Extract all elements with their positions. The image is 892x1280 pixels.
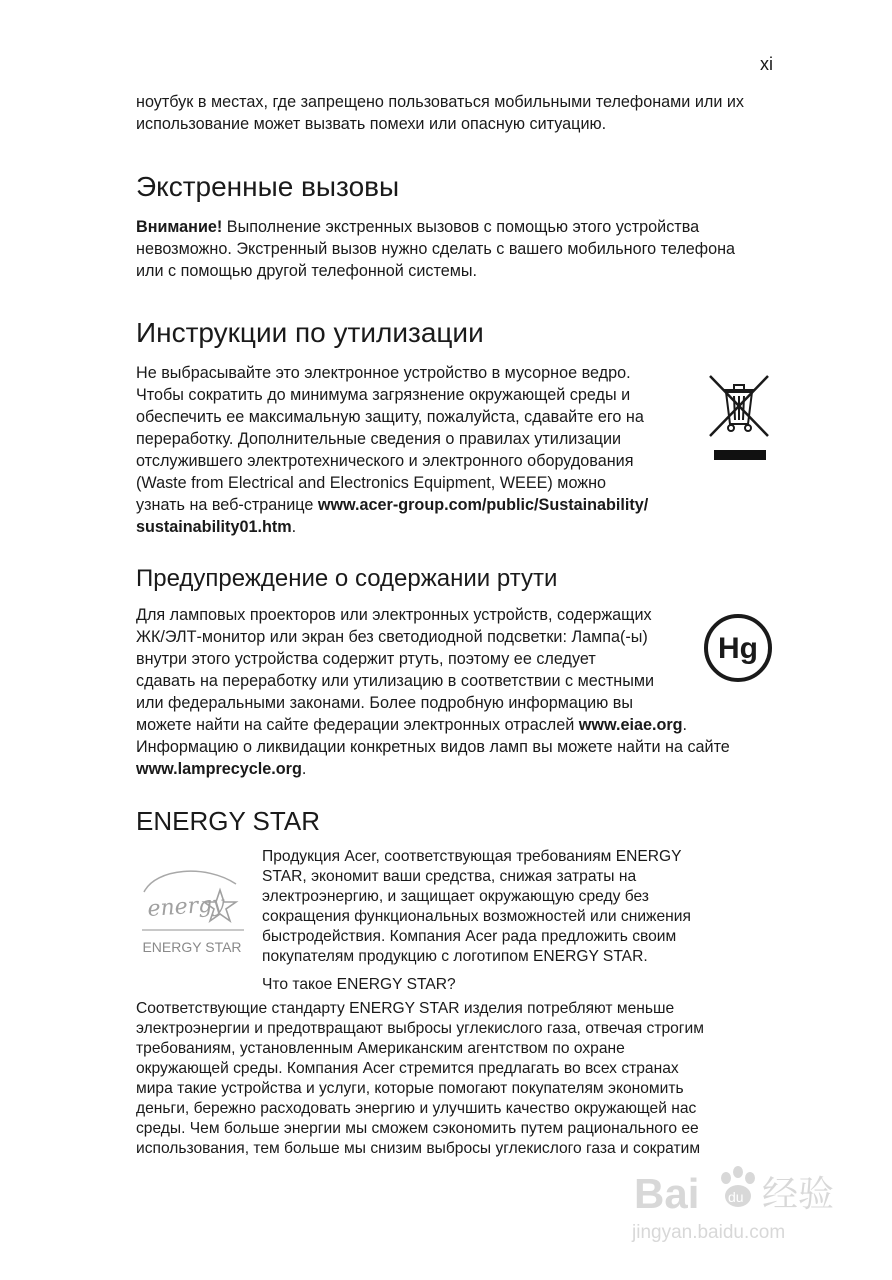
disposal-line: Не выбрасывайте это электронное устройство в мусорное ведро. bbox=[136, 364, 631, 382]
emergency-paragraph bbox=[136, 216, 735, 282]
mercury-line: Информацию о ликвидации конкретных видов ламп вы можете найти на сайте bbox=[136, 738, 730, 756]
disposal-line: (Waste from Electrical and Electronics Equipment, WEEE) можно bbox=[136, 474, 607, 492]
intro-line: использование может вызвать помехи или опасную ситуацию. bbox=[136, 115, 607, 133]
energy-question: Что такое ENERGY STAR? bbox=[262, 976, 456, 993]
energy-intro-line: покупателям продукцию с логотипом ENERGY STAR. bbox=[262, 948, 648, 965]
energy-intro-line: сокращения функциональных возможностей или снижения bbox=[262, 908, 691, 925]
energy-body-line: среды. Чем больше энергии мы сможем сэкономить путем рационального ее bbox=[136, 1120, 699, 1137]
energy-body-line: использования, тем больше мы снизим выбросы углекислого газа и сократим bbox=[136, 1140, 701, 1157]
emergency-line: Выполнение экстренных вызовов с помощью этого устройства bbox=[222, 218, 700, 236]
energy-intro-line: быстродействия. Компания Acer рада предложить своим bbox=[262, 928, 677, 945]
energy-star-intro bbox=[262, 847, 762, 995]
intro-paragraph bbox=[136, 91, 744, 135]
mercury-line: можете найти на сайте федерации электронных отраслей bbox=[136, 716, 579, 734]
disposal-line: Чтобы сократить до минимума загрязнение окружающей среды и bbox=[136, 386, 631, 404]
acer-sustainability-link[interactable]: www.acer-group.com/public/Sustainability/ bbox=[317, 496, 649, 514]
disposal-line: обеспечить ее максимальную защиту, пожалуйста, сдавайте его на bbox=[136, 408, 644, 426]
weee-bin-icon bbox=[704, 372, 774, 464]
mercury-heading: Предупреждение о содержании ртути bbox=[136, 565, 558, 592]
energy-script-text: energy bbox=[146, 891, 226, 922]
watermark-paw-du: du bbox=[728, 1189, 744, 1205]
energy-intro-line: Продукция Acer, соответствующая требованиям ENERGY bbox=[262, 848, 682, 865]
disposal-heading: Инструкции по утилизации bbox=[136, 317, 484, 348]
energy-star-logo bbox=[136, 858, 248, 962]
energy-star-logo-text: ENERGY STAR bbox=[142, 939, 242, 955]
mercury-line: сдавать на переработку или утилизацию в соответствии с местными bbox=[136, 672, 655, 690]
lamprecycle-link[interactable]: www.lamprecycle.org bbox=[136, 760, 302, 778]
watermark-url: jingyan.baidu.com bbox=[632, 1222, 786, 1243]
disposal-line: отслужившего электротехнического и электронного оборудования bbox=[136, 452, 634, 470]
mercury-line: внутри этого устройства содержит ртуть, поэтому ее следует bbox=[136, 650, 596, 668]
watermark-brand-left: Bai bbox=[634, 1170, 700, 1217]
emergency-line: или с помощью другой телефонной системы. bbox=[136, 262, 477, 280]
energy-star-body bbox=[136, 999, 786, 1159]
mercury-line: Для ламповых проекторов или электронных устройств, содержащих bbox=[136, 606, 652, 624]
disposal-line: узнать на веб-странице bbox=[136, 496, 318, 514]
emergency-heading: Экстренные вызовы bbox=[136, 171, 400, 202]
intro-line: ноутбук в местах, где запрещено пользоваться мобильными телефонами или их bbox=[136, 93, 745, 111]
energy-body-line: Соответствующие стандарту ENERGY STAR изделия потребляют меньше bbox=[136, 1000, 675, 1017]
mercury-line: ЖК/ЭЛТ-монитор или экран без светодиодной подсветки: Лампа(-ы) bbox=[136, 628, 648, 646]
energy-intro-line: STAR, экономит ваши средства, снижая затраты на bbox=[262, 868, 637, 885]
energy-body-line: деньги, бережно расходовать энергию и улучшить качество окружающей нас bbox=[136, 1100, 697, 1117]
energy-star-heading: ENERGY STAR bbox=[136, 806, 320, 836]
energy-body-line: требованиям, установленным Американским агентством по охране bbox=[136, 1040, 625, 1057]
hg-symbol: Hg bbox=[718, 632, 758, 665]
acer-sustainability-link-cont[interactable]: sustainability01.htm bbox=[136, 518, 292, 536]
emergency-line: невозможно. Экстренный вызов нужно сделать с вашего мобильного телефона bbox=[136, 240, 736, 258]
energy-body-line: мира такие устройства и услуги, которые помогают покупателям экономить bbox=[136, 1080, 684, 1097]
baidu-watermark bbox=[628, 1150, 858, 1250]
energy-body-line: окружающей среды. Компания Acer стремится предлагать во всех странах bbox=[136, 1060, 679, 1077]
watermark-brand-right: 经验 bbox=[762, 1173, 835, 1214]
mercury-hg-icon bbox=[702, 612, 774, 684]
mercury-line: или федеральными законами. Более подробную информацию вы bbox=[136, 694, 634, 712]
disposal-paragraph: Не выбрасывайте это электронное устройство в мусорное ведро. Чтобы сократить до минимума загрязнение окружающей среды и обеспечить ее максимальную защиту, пожалуйста, сдавайте его на переработку. Дополнительные сведения о правилах утилизации отслужившего электротехнического и электронного оборудования (Waste from Electrical and Electronics Equipment, WEEE) можно узнать на веб-странице www.acer-group.com/public/Sustainability/ sustainability01.htm. bbox=[136, 362, 696, 538]
disposal-line: переработку. Дополнительные сведения о правилах утилизации bbox=[136, 430, 622, 448]
energy-body-line: электроэнергии и предотвращают выбросы углекислого газа, отвечая строгим bbox=[136, 1020, 704, 1037]
warning-label: Внимание! bbox=[136, 218, 223, 236]
energy-intro-line: электроэнергию, и защищает окружающую среду без bbox=[262, 888, 649, 905]
eiae-link[interactable]: www.eiae.org bbox=[578, 716, 683, 734]
mercury-paragraph: Для ламповых проекторов или электронных устройств, содержащих ЖК/ЭЛТ-монитор или экран без светодиодной подсветки: Лампа(-ы) внутри этого устройства содержит ртуть, поэтому ее следует сдавать на переработку или утилизацию в соответствии с местными или федеральными законами. Более подробную информацию вы можете найти на сайте федерации электронных отраслей www.eiae.org. Информацию о ликвидации конкретных видов ламп вы можете найти на сайте www.lamprecycle.org. bbox=[136, 604, 786, 780]
page-number: xi bbox=[760, 54, 773, 74]
